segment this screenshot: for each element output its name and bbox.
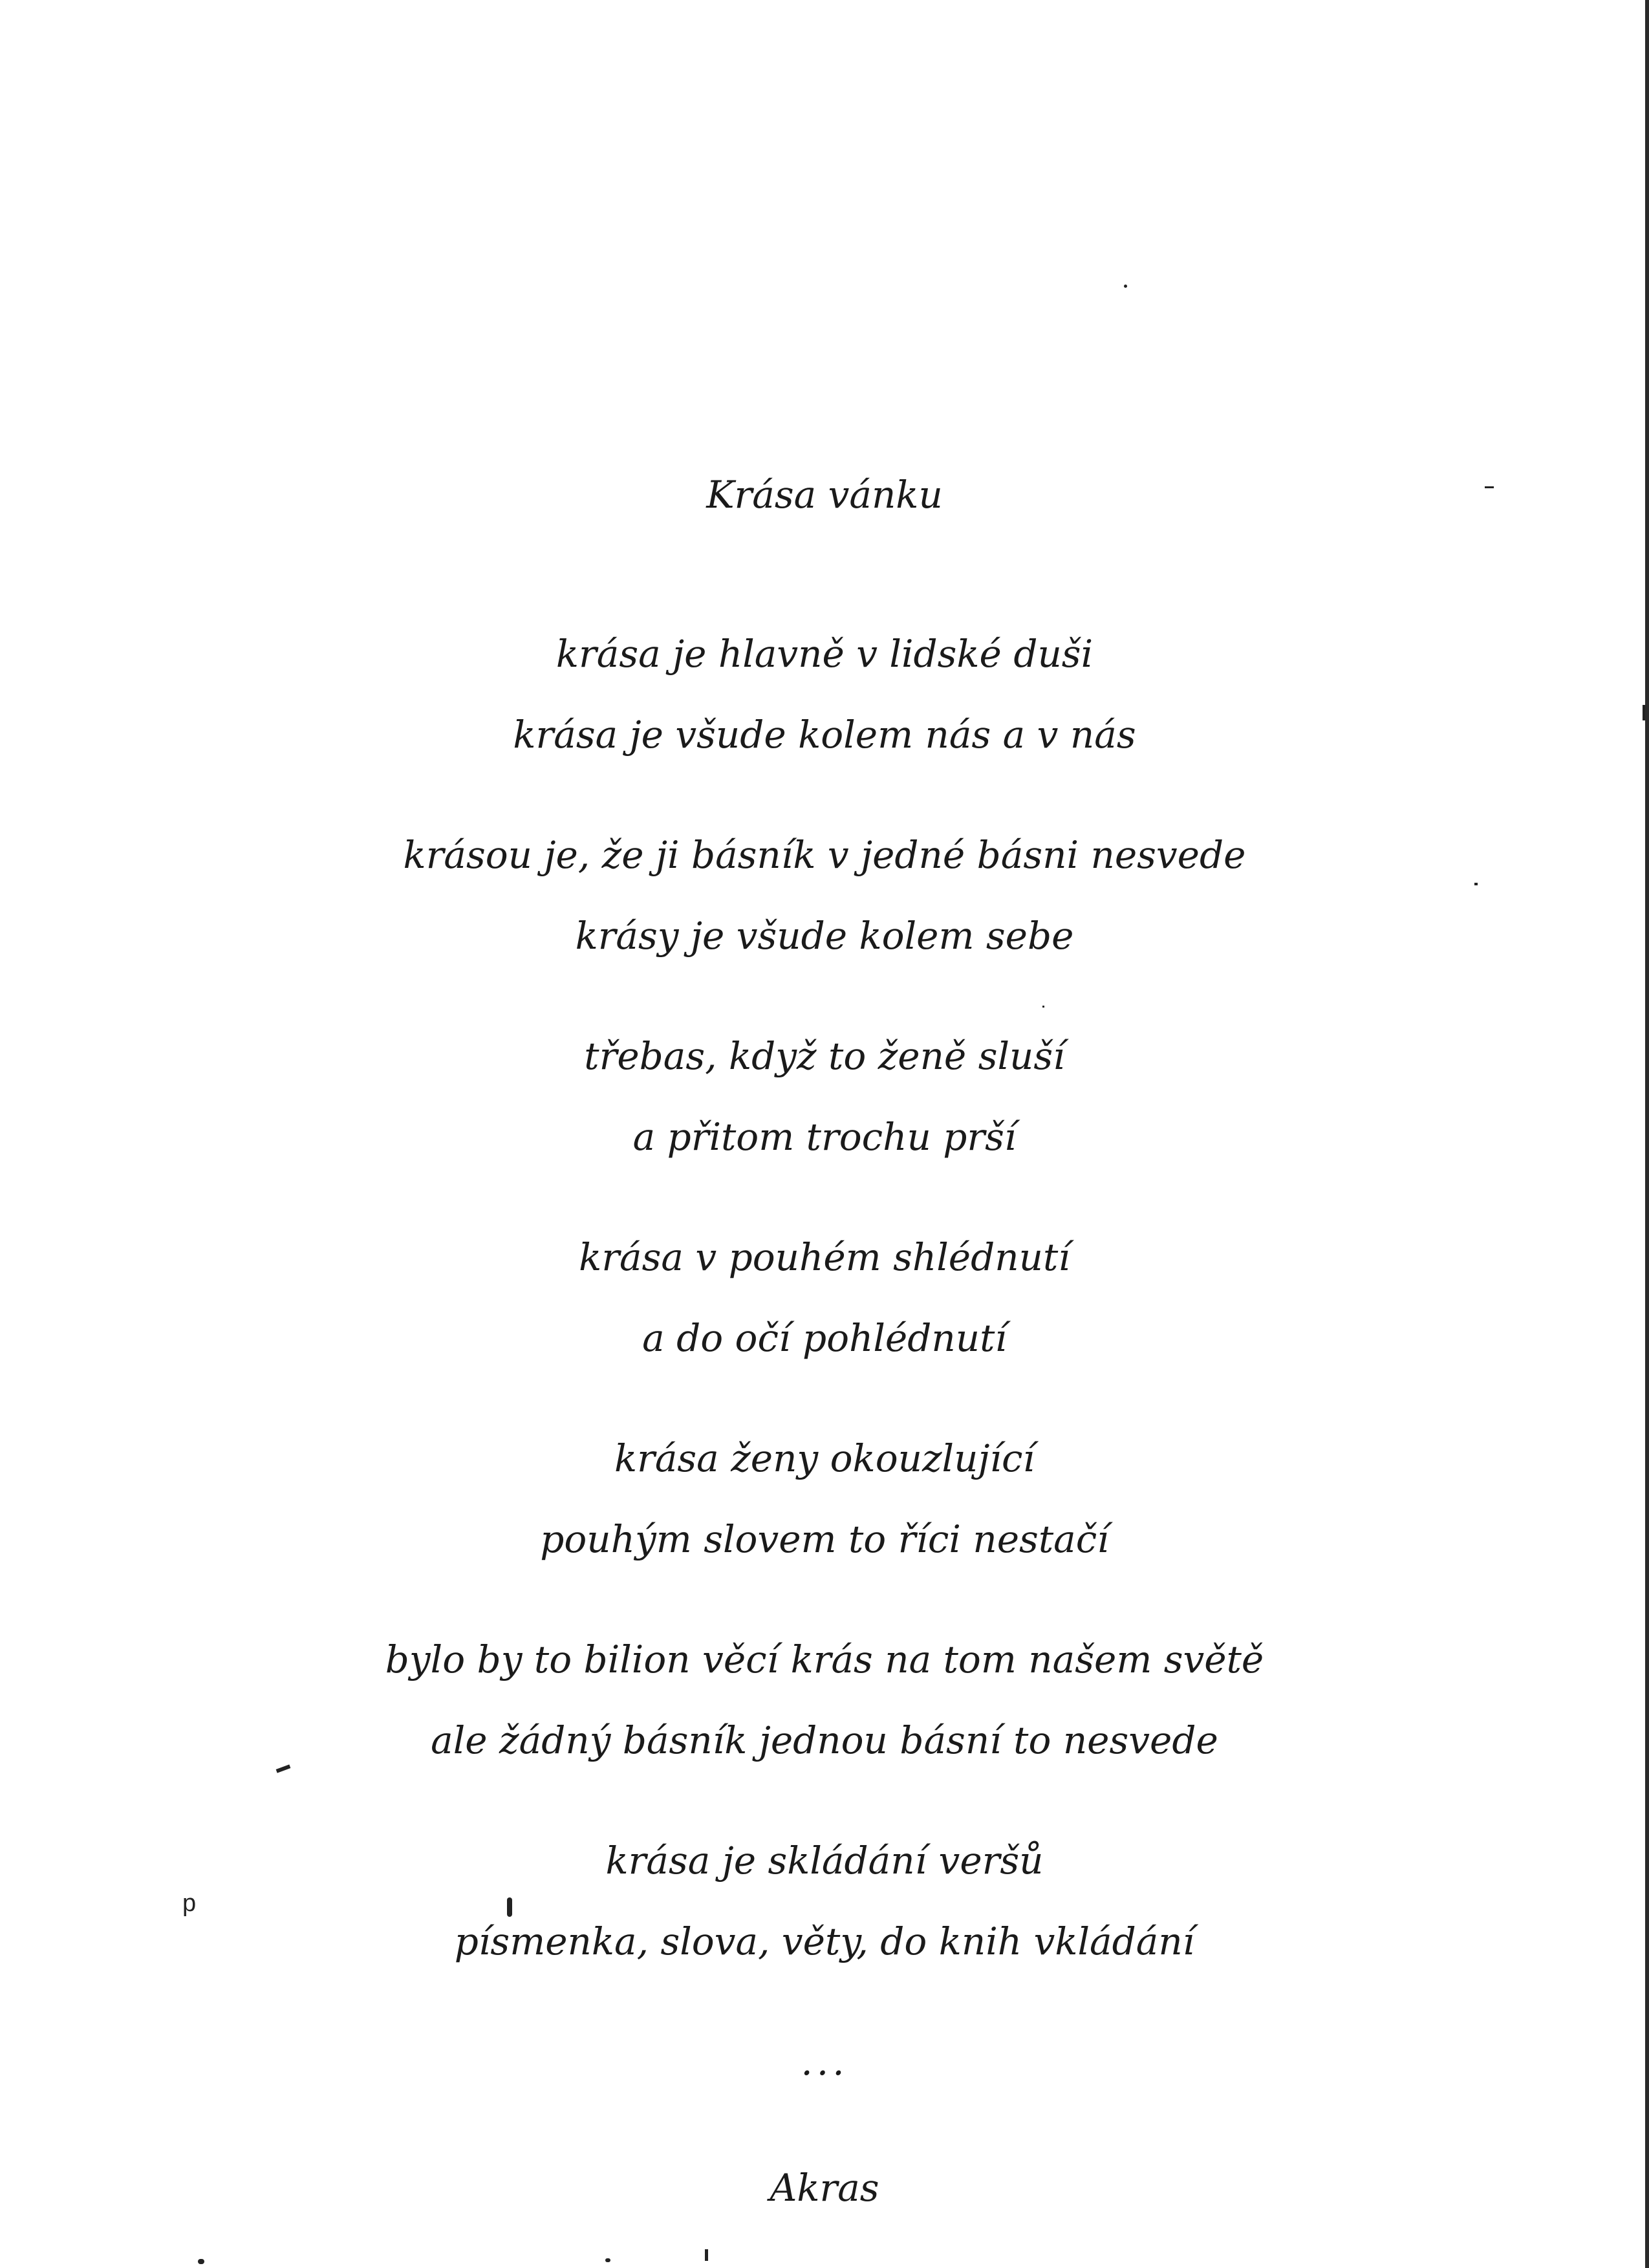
poem-line: krása je skládání veršů xyxy=(605,1839,1044,1883)
scan-edge xyxy=(1645,0,1649,2268)
poem-line: krása je všude kolem nás a v nás xyxy=(513,713,1136,757)
stray-letter: p xyxy=(182,1890,197,1917)
stanza-7 xyxy=(0,1841,1649,1961)
scan-speck xyxy=(1485,486,1494,488)
scan-speck xyxy=(1042,1006,1044,1008)
poem-line: třebas, když to ženě sluší xyxy=(584,1034,1065,1078)
scan-speck xyxy=(605,2258,610,2262)
poem-line: krásy je všude kolem sebe xyxy=(575,914,1074,958)
poem-line: bylo by to bilion věcí krás na tom našem světě xyxy=(385,1637,1264,1681)
poem-line: krása je hlavně v lidské duši xyxy=(555,632,1094,676)
stanza-2 xyxy=(0,835,1649,956)
poem-ellipsis: ... xyxy=(801,2040,848,2084)
poem-line: písmenka, slova, věty, do knih vkládání xyxy=(454,1919,1195,1963)
poem-author: Akras xyxy=(770,2166,879,2210)
stanza-3 xyxy=(0,1036,1649,1157)
scan-speck xyxy=(198,2259,204,2264)
poem-line: pouhým slovem to říci nestačí xyxy=(540,1517,1109,1561)
poem-line: krása ženy okouzlující xyxy=(614,1436,1035,1480)
scan-speck xyxy=(1474,883,1478,885)
poem-line: krása v pouhém shlédnutí xyxy=(579,1235,1070,1279)
stanza-5 xyxy=(0,1438,1649,1559)
poem-title: Krása vánku xyxy=(706,473,943,517)
poem-line: a přitom trochu prší xyxy=(632,1115,1017,1159)
poem xyxy=(0,462,1649,2214)
poem-line: krásou je, že ji básník v jedné básni nesvede xyxy=(403,833,1246,877)
stanza-6 xyxy=(0,1639,1649,1760)
scan-speck xyxy=(705,2249,708,2261)
poem-line: ale žádný básník jednou básní to nesvede xyxy=(431,1718,1218,1762)
poem-line: a do očí pohlédnutí xyxy=(642,1316,1007,1360)
scan-speck xyxy=(507,1897,512,1917)
scan-speck xyxy=(1124,285,1127,288)
stanza-1 xyxy=(0,634,1649,755)
stanza-4 xyxy=(0,1237,1649,1358)
